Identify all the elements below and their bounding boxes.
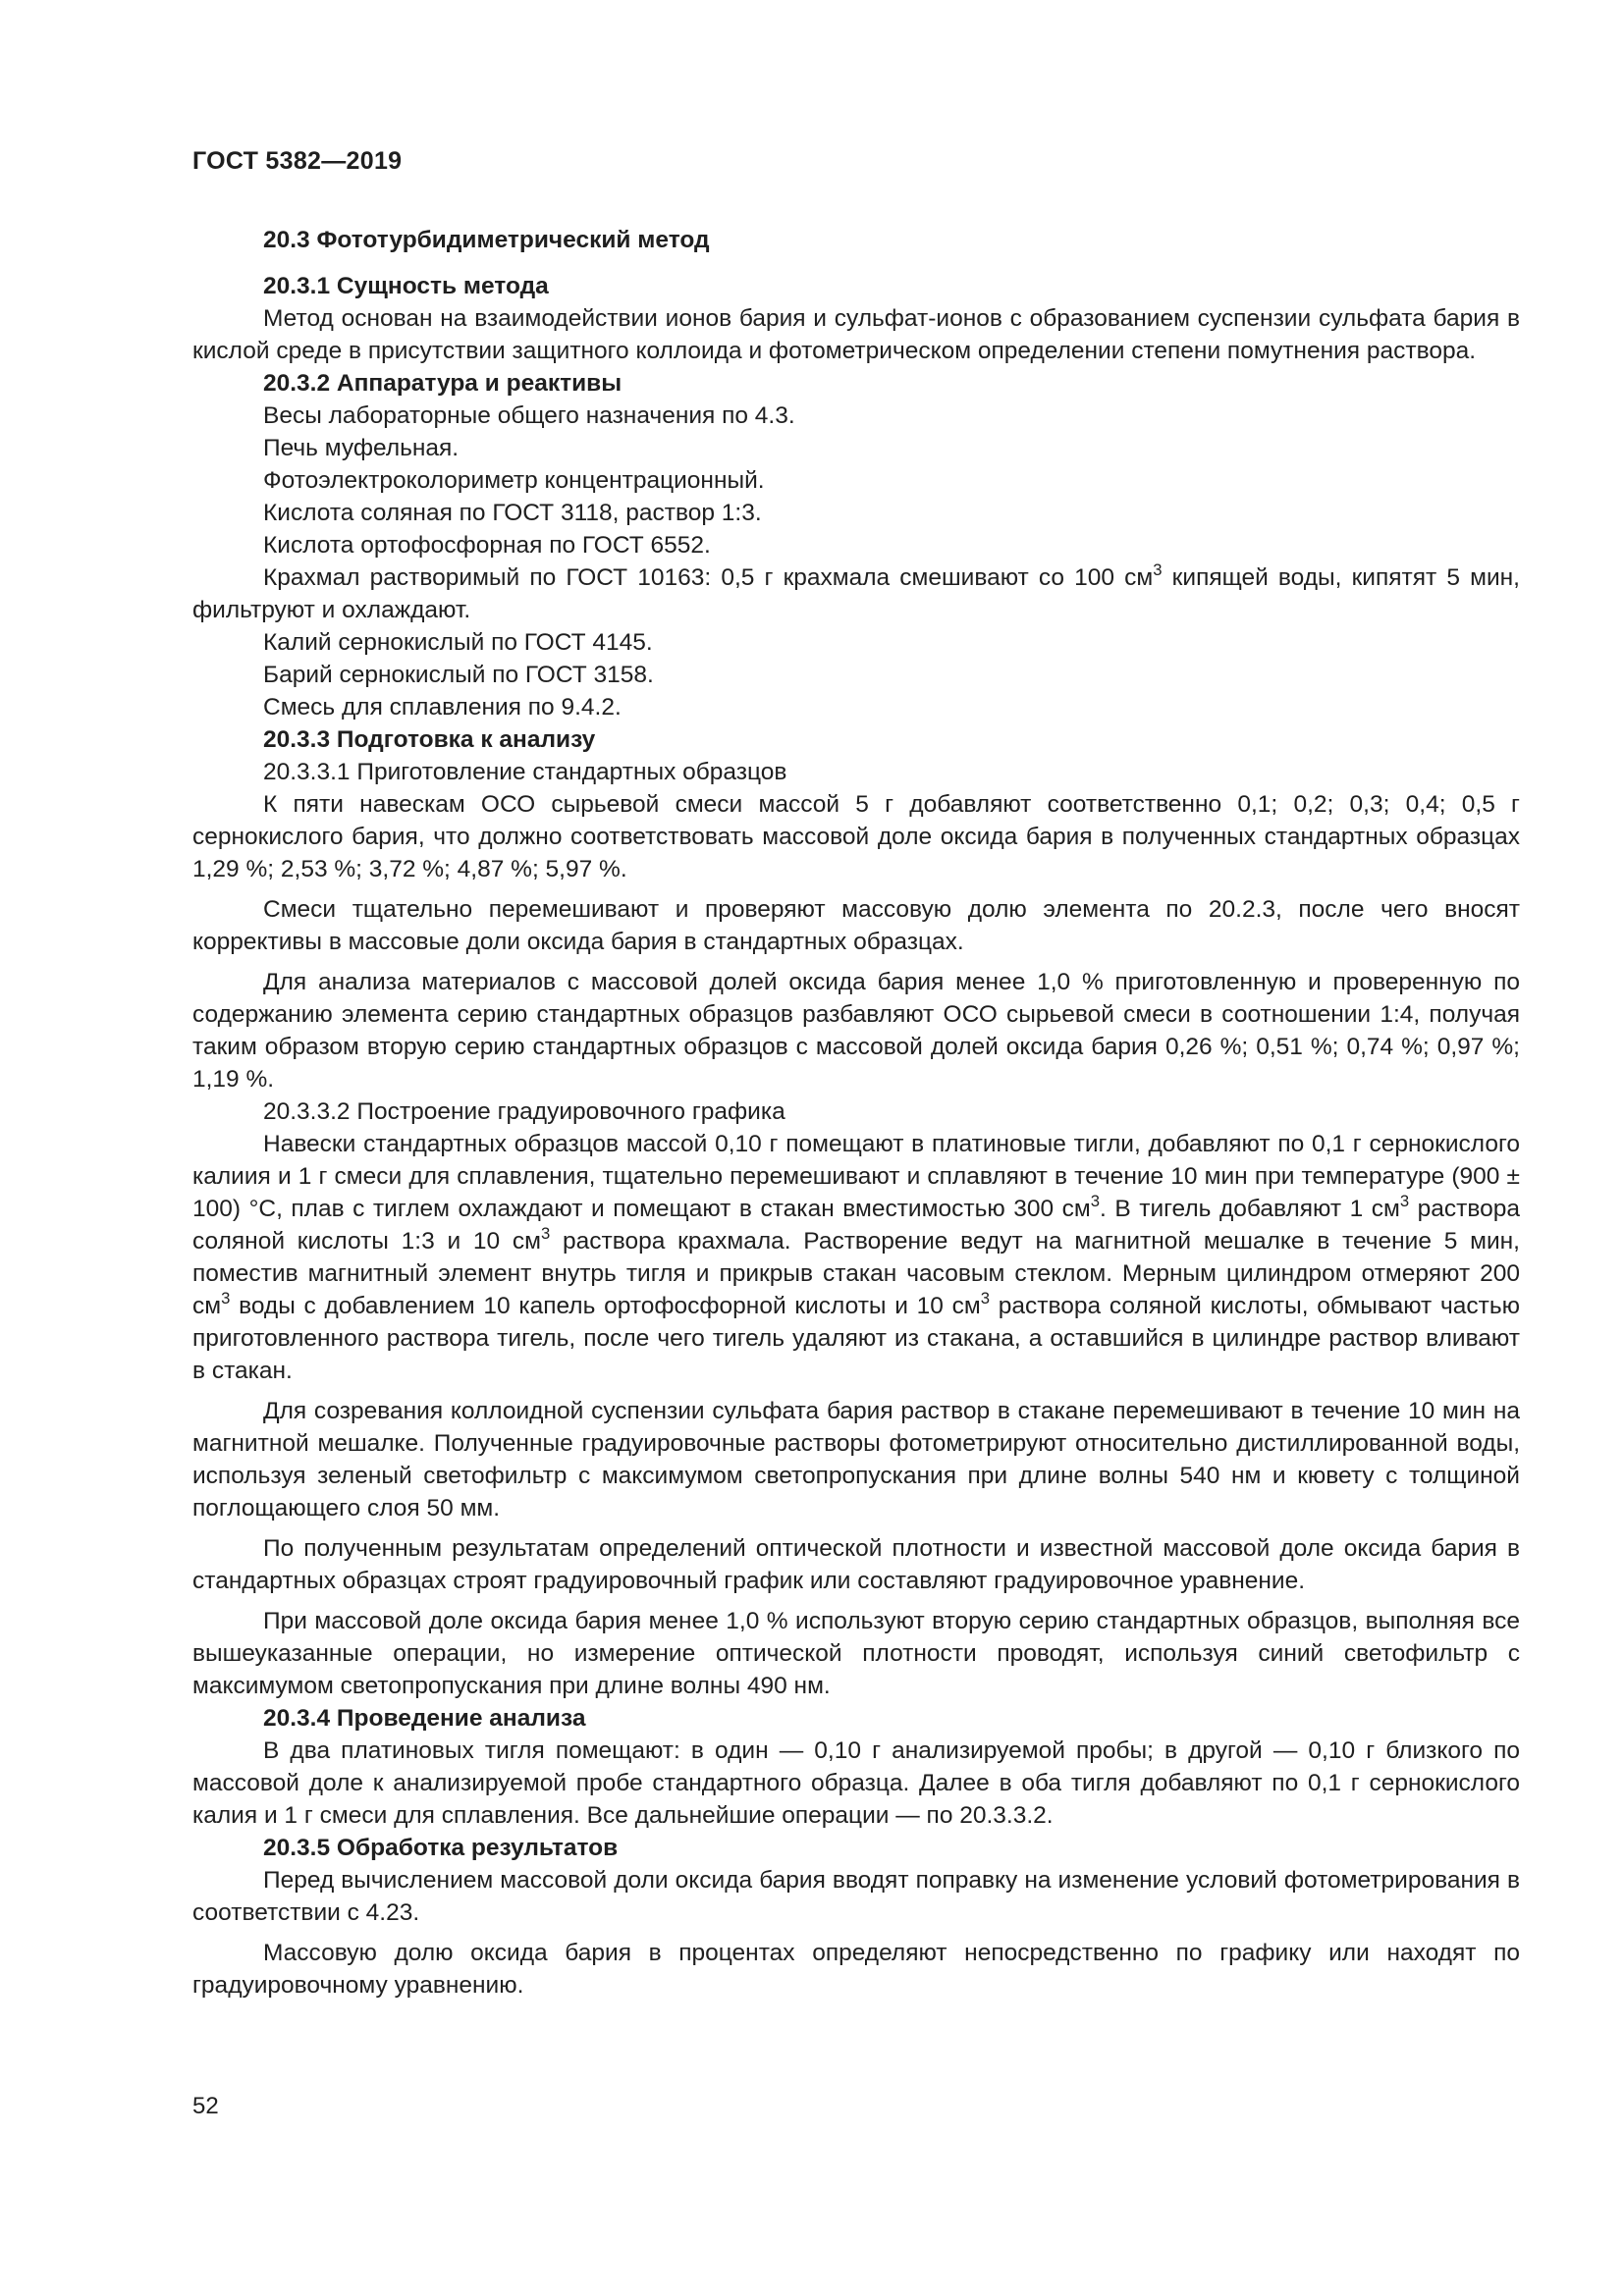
paragraph-result-determination: Массовую долю оксида бария в процентах определяют непосредственно по графику или находят по градуировочному уравнению.	[192, 1940, 1520, 1999]
paragraph-calibration-graph: По полученным результатам определений оптической плотности и известной массовой доле оксида бария в стандартных образцах строят градуировочный график или составляют градуировочное уравнение.	[192, 1535, 1520, 1594]
paragraph-calibration-procedure	[192, 1128, 1520, 1387]
list-item-fusion-mixture: Смесь для сплавления по 9.4.2.	[263, 694, 622, 721]
list-item-scales: Весы лабораторные общего назначения по 4.3.	[263, 402, 795, 429]
subsection-heading-20-3-3-1: 20.3.3.1 Приготовление стандартных образцов	[263, 759, 787, 785]
paragraph-method-essence: Метод основан на взаимодействии ионов бария и сульфат-ионов с образованием суспензии сульфата бария в кислой среде в присутствии защитного коллоида и фотометрическом определении степени помутнения раствора.	[192, 305, 1520, 364]
list-item-furnace: Печь муфельная.	[263, 435, 460, 461]
superscript-cube: 3	[541, 1224, 551, 1244]
calibration-text-part-6: раствора соляной кислоты, обмывают частью приготовленного раствора тигель, после чего тигель удаляют из стакана, а оставшийся в цилиндре раствор вливают в стакан.	[192, 1293, 1520, 1384]
calibration-text-part-1: Навески стандартных образцов массой 0,10 г помещают в платиновые тигли, добавляют по 0,1 г сернокислого калиия и 1 г смеси для сплавления, тщательно перемешивают и сплавляют в течение 10 мин при температуре (900 ± 100) °С, плав с тиглем охлаждают и помещают в стакан вместимостью 300 см	[192, 1131, 1520, 1222]
subsection-heading-20-3-3-2: 20.3.3.2 Построение градуировочного графика	[263, 1098, 785, 1125]
calibration-text-part-3: раствора соляной кислоты 1:3 и 10 см	[192, 1196, 1520, 1255]
page-number: 52	[192, 2093, 219, 2119]
section-heading-20-3-5: 20.3.5 Обработка результатов	[263, 1835, 619, 1861]
calibration-text-part-4: раствора крахмала. Растворение ведут на магнитной мешалке в течение 5 мин, поместив магнитный элемент внутрь тигля и прикрыв стакан часовым стеклом. Мерным цилиндром отмеряют 200 см	[192, 1228, 1520, 1319]
list-item-photocolorimeter: Фотоэлектроколориметр концентрационный.	[263, 467, 765, 494]
section-heading-20-3-1: 20.3.1 Сущность метода	[263, 273, 549, 299]
paragraph-low-content: При массовой доле оксида бария менее 1,0 % используют вторую серию стандартных образцов, выполняя все вышеуказанные операции, но измерение оптической плотности проводят, используя синий светофильтр с максимумом светопропускания при длине волны 490 нм.	[192, 1608, 1520, 1699]
paragraph-second-series: Для анализа материалов с массовой долей оксида бария менее 1,0 % приготовленную и проверенную по содержанию элемента серию стандартных образцов разбавляют ОСО сырьевой смеси в соотношении 1:4, получая таким образом вторую серию стандартных образцов с массовой долей оксида бария 0,26 %; 0,51 %; 0,74 %; 0,97 %; 1,19 %.	[192, 969, 1520, 1093]
section-heading-20-3-3: 20.3.3 Подготовка к анализу	[263, 726, 596, 753]
list-item-potassium-sulfate: Калий сернокислый по ГОСТ 4145.	[263, 629, 653, 656]
starch-text-part-2: кипящей воды, кипятят 5 мин, фильтруют и охлаждают.	[192, 564, 1520, 623]
list-item-starch	[192, 561, 1520, 626]
section-heading-20-3-2: 20.3.2 Аппаратура и реактивы	[263, 370, 623, 397]
list-item-hydrochloric-acid: Кислота соляная по ГОСТ 3118, раствор 1:3.	[263, 500, 762, 526]
list-item-phosphoric-acid: Кислота ортофосфорная по ГОСТ 6552.	[263, 532, 711, 559]
section-heading-20-3: 20.3 Фототурбидиметрический метод	[263, 227, 710, 253]
document-body	[192, 224, 1520, 2002]
superscript-cube: 3	[1399, 1192, 1410, 1211]
paragraph-analysis-procedure: В два платиновых тигля помещают: в один — 0,10 г анализируемой пробы; в другой — 0,10 г близкого по массовой доле к анализируемой пробе стандартного образца. Далее в оба тигля добавляют по 0,1 г сернокислого калия и 1 г смеси для сплавления. Все дальнейшие операции — по 20.3.3.2.	[192, 1737, 1520, 1829]
section-heading-20-3-4: 20.3.4 Проведение анализа	[263, 1705, 586, 1732]
calibration-text-part-5: воды с добавлением 10 капель ортофосфорной кислоты и 10 см	[230, 1293, 981, 1319]
calibration-text-part-2: . В тигель добавляют 1 см	[1100, 1196, 1400, 1222]
paragraph-mixing: Смеси тщательно перемешивают и проверяют массовую долю элемента по 20.2.3, после чего вносят коррективы в массовые доли оксида бария в стандартных образцах.	[192, 896, 1520, 955]
superscript-cube: 3	[1090, 1192, 1101, 1211]
starch-text-part-1: Крахмал растворимый по ГОСТ 10163: 0,5 г крахмала смешивают со 100 см	[263, 564, 1154, 591]
paragraph-standard-samples: К пяти навескам ОСО сырьевой смеси массой 5 г добавляют соответственно 0,1; 0,2; 0,3; 0,4; 0,5 г сернокислого бария, что должно соответствовать массовой доле оксида бария в полученных стандартных образцах 1,29 %; 2,53 %; 3,72 %; 4,87 %; 5,97 %.	[192, 791, 1520, 882]
list-item-barium-sulfate: Барий сернокислый по ГОСТ 3158.	[263, 662, 654, 688]
paragraph-suspension-ripening: Для созревания коллоидной суспензии сульфата бария раствор в стакане перемешивают в течение 10 мин на магнитной мешалке. Полученные градуировочные растворы фотометрируют относительно дистиллированной воды, используя зеленый светофильтр с максимумом светопропускания при длине волны 540 нм и кювету с толщиной поглощающего слоя 50 мм.	[192, 1398, 1520, 1522]
paragraph-correction: Перед вычислением массовой доли оксида бария вводят поправку на изменение условий фотометрирования в соответствии с 4.23.	[192, 1867, 1520, 1926]
document-code: ГОСТ 5382—2019	[192, 147, 403, 175]
superscript-cube: 3	[980, 1289, 991, 1308]
superscript-cube: 3	[221, 1289, 231, 1308]
superscript-cube: 3	[1153, 561, 1163, 580]
